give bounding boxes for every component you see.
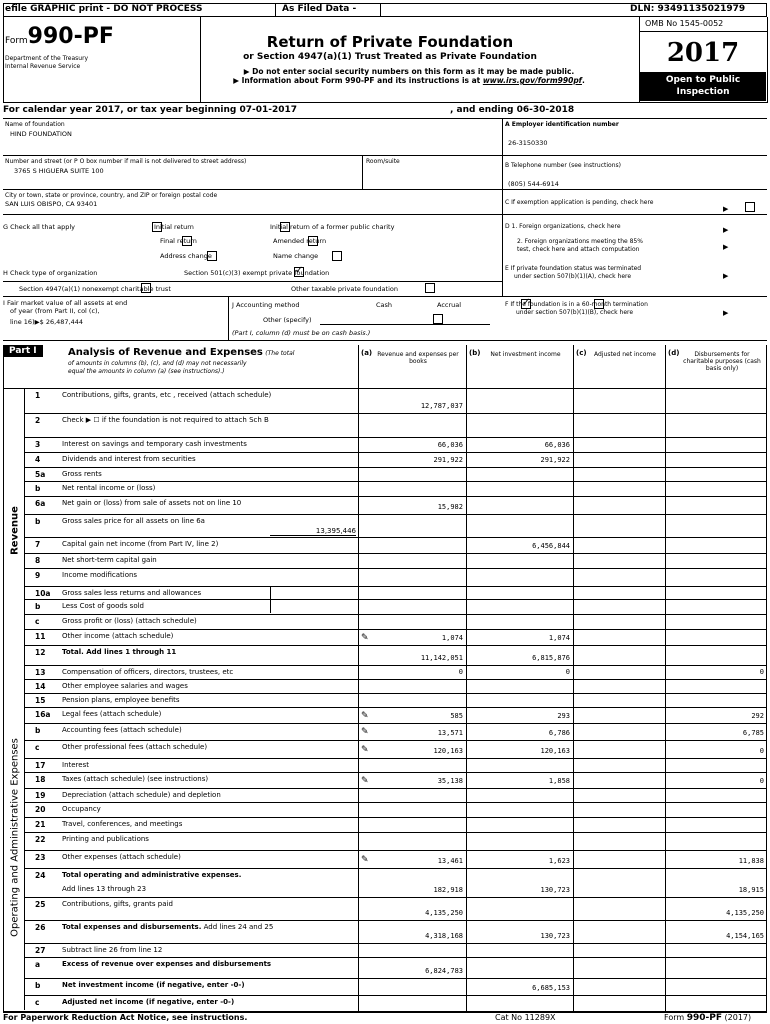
form-footer-prefix: Form [664, 1013, 687, 1022]
value-col-a: 291,922 [433, 456, 463, 464]
irs-label: Internal Revenue Service [5, 63, 81, 70]
form-footer-year: (2017) [721, 1013, 752, 1022]
line-label-text: Contributions, gifts, grants, etc , received (attach schedule) [62, 391, 272, 399]
attachment-icon[interactable]: ✎ [361, 632, 369, 643]
d2a-label: 2. Foreign organizations meeting the 85% [517, 238, 643, 245]
line-number: 24 [35, 871, 46, 880]
name-change-checkbox[interactable] [332, 251, 342, 261]
calendar-year-begin: For calendar year 2017, or tax year beginning 07-01-2017 [3, 105, 298, 115]
table-border [3, 345, 767, 1011]
line-label-text: Other income (attach schedule) [62, 632, 174, 640]
value-col-a: 35,138 [437, 777, 463, 785]
cash-basis-note: (Part I, column (d) must be on cash basis.) [232, 329, 371, 337]
f2-label: under section 507(b)(1)(B), check here [516, 309, 634, 316]
value-col-b: 130,723 [540, 886, 570, 894]
col-c-header: Adjusted net income [594, 351, 656, 358]
department: Department of the Treasury [5, 55, 89, 62]
tax-year: 2017 [666, 38, 740, 68]
value-col-b: 120,163 [540, 747, 570, 755]
line-number: 9 [35, 571, 41, 580]
i-line3: line 16)▶$ [10, 318, 44, 326]
line-label-text: Gross sales less returns and allowances [62, 589, 202, 597]
line-number: 15 [35, 696, 46, 705]
line-label-rest: Add lines 24 and 25 [201, 923, 274, 931]
value-col-d: 0 [759, 777, 764, 785]
initial-return-label: Initial return [154, 223, 194, 231]
form-prefix: Form [5, 36, 28, 46]
value-col-b: 6,786 [548, 729, 570, 737]
h-label: H Check type of organization [3, 269, 98, 277]
value-col-a: 12,787,037 [420, 402, 463, 410]
value-col-a: 0 [458, 668, 463, 676]
other-method-checkbox[interactable] [433, 314, 443, 324]
line-number: 13 [35, 668, 46, 677]
arrow-icon: ▶ [723, 226, 729, 234]
line-number: b [35, 981, 41, 990]
value-col-d: 4,135,250 [726, 909, 764, 917]
ein-value: 26-3150330 [508, 139, 548, 147]
form-footer [664, 1013, 751, 1023]
line-number: c [35, 743, 40, 752]
value-col-a: 15,982 [437, 503, 463, 511]
line-label-text: Dividends and interest from securities [62, 455, 196, 463]
line-number: 1 [35, 391, 41, 400]
line-label-text: Compensation of officers, directors, trustees, etc [62, 668, 234, 676]
foundation-name: HIND FOUNDATION [10, 130, 72, 138]
i-line2: of year (from Part II, col (c), [10, 307, 100, 315]
line-label-text: Total operating and administrative expenses. [62, 871, 242, 879]
value-col-a: 585 [450, 712, 463, 720]
line-label-text: Gross profit or (loss) (attach schedule) [62, 617, 197, 625]
value-col-b: 1,623 [548, 857, 570, 865]
line-number: 5a [35, 470, 46, 479]
col-c-letter: (c) [576, 349, 587, 357]
line-number: 22 [35, 835, 46, 844]
exemption-pending-label: C If exemption application is pending, check here [505, 199, 654, 206]
initial-former-label: Initial return of a former public charity [270, 223, 395, 231]
info-notice-end: . [581, 76, 585, 85]
line-number: 25 [35, 900, 46, 909]
e2-label: under section 507(b)(1)(A), check here [514, 273, 632, 280]
value-col-a: 120,163 [433, 747, 463, 755]
value-col-b: 291,922 [540, 456, 570, 464]
f1-label: F If the foundation is in a 60-month termination [505, 301, 648, 308]
col-b-header: Net investment income [490, 351, 561, 358]
line-label-text: Depreciation (attach schedule) and depletion [62, 791, 221, 799]
final-return-label: Final return [160, 237, 197, 245]
exemption-pending-checkbox[interactable] [745, 202, 755, 212]
line-label-text: Net short-term capital gain [62, 556, 157, 564]
attachment-icon[interactable]: ✎ [361, 727, 369, 737]
line-label-text: Other employee salaries and wages [62, 682, 188, 690]
form-number-block [5, 24, 114, 49]
line-number: 10a [35, 589, 51, 598]
omb-number: OMB No 1545-0052 [645, 19, 724, 28]
value-col-a: 13,461 [437, 857, 463, 865]
line-number: 20 [35, 805, 46, 814]
line-label-text: Gross sales price for all assets on line 6a [62, 517, 205, 525]
part1-badge: Part I [3, 345, 43, 357]
line-label-text: Gross rents [62, 470, 102, 478]
city-label: City or town, state or province, country, and ZIP or foreign postal code [5, 192, 218, 199]
calendar-year-end: , and ending 06-30-2018 [450, 105, 575, 115]
value-col-a: 1,074 [441, 634, 463, 642]
info-notice-text: ▶ Information about Form 990-PF and its instructions is at [233, 76, 483, 85]
line-label-text: Other expenses (attach schedule) [62, 853, 181, 861]
line-number: 7 [35, 540, 41, 549]
line-number: b [35, 602, 41, 611]
open-public-badge: Open to Public Inspection [640, 72, 766, 101]
line-number: c [35, 998, 40, 1007]
value-col-b: 130,723 [540, 932, 570, 940]
efile-banner: efile GRAPHIC print - DO NOT PROCESS [5, 4, 203, 14]
part1-title: Analysis of Revenue and Expenses [68, 347, 263, 358]
line-label-text: Net rental income or (loss) [62, 484, 156, 492]
line-label-text: Travel, conferences, and meetings [62, 820, 183, 828]
i-line1: I Fair market value of all assets at end [3, 299, 128, 307]
col-b-letter: (b) [469, 349, 481, 357]
line-label-text: Excess of revenue over expenses and disbursements [62, 960, 272, 968]
revenue-side-label: Revenue [9, 506, 21, 555]
value-col-a: 6,824,783 [425, 967, 463, 975]
foundation-name-label: Name of foundation [5, 121, 65, 128]
line-number: 17 [35, 761, 46, 770]
value-col-a: 4,318,168 [425, 932, 463, 940]
col-d-header: Disbursements for charitable purposes (cash basis only) [683, 351, 761, 372]
line-number: a [35, 960, 41, 969]
line-number: 21 [35, 820, 46, 829]
value-col-d: 4,154,165 [726, 932, 764, 940]
arrow-icon: ▶ [723, 243, 729, 251]
value-col-d: 18,915 [738, 886, 764, 894]
fair-market-value: 26,487,444 [45, 318, 84, 326]
line-label-text: Taxes (attach schedule) (see instructions) [62, 775, 209, 783]
line-number: 12 [35, 648, 46, 657]
line-number: 14 [35, 682, 46, 691]
form-subtitle: or Section 4947(a)(1) Trust Treated as Private Foundation [243, 52, 537, 62]
line-label-text: Adjusted net income (if negative, enter -0-) [62, 998, 235, 1006]
value-col-d: 0 [759, 668, 764, 676]
line-label-text: Check ▶ ☐ if the foundation is not required to attach Sch B [62, 416, 269, 424]
value-col-a: 13,571 [437, 729, 463, 737]
value-col-b: 6,685,153 [532, 984, 570, 992]
line-label-text: Occupancy [62, 805, 101, 813]
value-col-b: 1,858 [548, 777, 570, 785]
line-number: 18 [35, 775, 46, 784]
value-col-d: 6,785 [742, 729, 764, 737]
col-a-header: Revenue and expenses per books [377, 351, 459, 365]
value-col-b: 66,036 [544, 441, 570, 449]
irs-link[interactable]: www.irs.gov/form990pf [482, 76, 582, 85]
city-value: SAN LUIS OBISPO, CA 93401 [5, 200, 98, 208]
line-label-text: Printing and publications [62, 835, 149, 843]
line-number: 19 [35, 791, 46, 800]
line-label-text: Income modifications [62, 571, 138, 579]
line-label-text: Less Cost of goods sold [62, 602, 145, 610]
ssn-notice: ▶ Do not enter social security numbers on this form as it may be made public. [243, 67, 575, 76]
part1-desc2: equal the amounts in column (a) (see instructions).) [68, 368, 225, 375]
value-col-d: 0 [759, 747, 764, 755]
part1-desc1: of amounts in columns (b), (c), and (d) may not necessarily [68, 360, 247, 367]
value-col-a: 182,918 [433, 886, 463, 894]
line-label-text: Total expenses and disbursements. [62, 923, 202, 931]
street-label: Number and street (or P O box number if mail is not delivered to street address) [5, 158, 247, 165]
col-a-letter: (a) [361, 349, 373, 357]
value-col-b: 6,815,876 [532, 654, 570, 662]
part1-title-note: (The total [265, 350, 295, 357]
line-number: 8 [35, 556, 41, 565]
info-notice [200, 76, 618, 85]
other-method-label: Other (specify) [263, 316, 312, 324]
arrow-icon: ▶ [723, 205, 729, 213]
cat-number: Cat No 11289X [495, 1013, 556, 1022]
value-col-b: 1,074 [548, 634, 570, 642]
form-footer-number: 990-PF [686, 1013, 722, 1023]
e1-label: E If private foundation status was terminated [505, 265, 642, 272]
paperwork-notice: For Paperwork Reduction Act Notice, see instructions. [3, 1013, 248, 1022]
line-label-text: Interest [62, 761, 89, 769]
attachment-icon[interactable]: ✎ [361, 775, 369, 786]
line-label-second: Add lines 13 through 23 [62, 885, 147, 893]
line-label-text: Net investment income (if negative, enter -0-) [62, 981, 245, 989]
amended-return-label: Amended return [273, 237, 327, 245]
d2b-label: test, check here and attach computation [517, 246, 640, 253]
line-label-text: Total. Add lines 1 through 11 [62, 648, 177, 656]
line-number: 11 [35, 632, 46, 641]
line-label-text: Legal fees (attach schedule) [62, 710, 162, 718]
501c3-label: Section 501(c)(3) exempt private foundation [184, 269, 330, 277]
value-col-a: 4,135,250 [425, 909, 463, 917]
other-taxable-label: Other taxable private foundation [291, 285, 398, 293]
line-number: b [35, 726, 41, 735]
line-number: b [35, 484, 41, 493]
value-col-b: 0 [565, 668, 570, 676]
as-filed-label: As Filed Data - [275, 3, 381, 17]
street-value: 3765 S HIGUERA SUITE 100 [14, 167, 104, 175]
form-number: 990-PF [27, 24, 114, 49]
line-label-text: Contributions, gifts, grants paid [62, 900, 173, 908]
line-label-text: Accounting fees (attach schedule) [62, 726, 182, 734]
expenses-side-label: Operating and Administrative Expenses [9, 738, 21, 937]
line-number: 6a [35, 499, 46, 508]
accrual-label: Accrual [437, 301, 462, 309]
line-number: 27 [35, 946, 46, 955]
attachment-icon[interactable]: ✎ [361, 854, 369, 865]
line-label-text: Net gain or (loss) from sale of assets not on line 10 [62, 499, 242, 507]
value-col-a: 66,036 [437, 441, 463, 449]
line-label-text: Interest on savings and temporary cash investments [62, 440, 247, 448]
phone-label: B Telephone number (see instructions) [505, 162, 621, 169]
line-number: 2 [35, 416, 41, 425]
phone-value: (805) 544-6914 [508, 180, 559, 188]
col-d-letter: (d) [668, 349, 680, 357]
line-number: b [35, 517, 41, 526]
attachment-icon[interactable]: ✎ [361, 710, 369, 721]
line-number: 4 [35, 455, 41, 464]
gross-sales-price-value: 13,395,446 [270, 527, 356, 536]
line-number: 26 [35, 923, 46, 932]
4947-label: Section 4947(a)(1) nonexempt charitable trust [19, 285, 171, 293]
line-number: 16a [35, 710, 51, 719]
value-col-d: 292 [751, 712, 764, 720]
line-number: 23 [35, 853, 46, 862]
attachment-icon[interactable]: ✎ [361, 744, 369, 755]
cash-label: Cash [376, 301, 393, 309]
value-col-b: 293 [557, 712, 570, 720]
line-label-text: Other professional fees (attach schedule) [62, 743, 208, 751]
dln-number: DLN: 93491135021979 [630, 4, 746, 14]
form-title: Return of Private Foundation [266, 33, 514, 51]
value-col-a: 11,142,051 [420, 654, 463, 662]
arrow-icon: ▶ [723, 309, 729, 317]
line-label-text: Pension plans, employee benefits [62, 696, 180, 704]
other-taxable-checkbox[interactable] [425, 283, 435, 293]
line-label-text: Capital gain net income (from Part IV, line 2) [62, 540, 219, 548]
g-label: G Check all that apply [3, 223, 75, 231]
value-col-d: 11,838 [738, 857, 764, 865]
arrow-icon: ▶ [723, 272, 729, 280]
d1-label: D 1. Foreign organizations, check here [505, 223, 621, 230]
ein-label: A Employer identification number [505, 121, 619, 128]
room-label: Room/suite [366, 158, 400, 165]
line-number: 3 [35, 440, 41, 449]
line-number: c [35, 617, 40, 626]
value-col-b: 6,456,844 [532, 542, 570, 550]
line-label-text: Subtract line 26 from line 12 [62, 946, 163, 954]
j-label: J Accounting method [232, 301, 300, 309]
address-change-label: Address change [160, 252, 212, 260]
name-change-label: Name change [273, 252, 319, 260]
